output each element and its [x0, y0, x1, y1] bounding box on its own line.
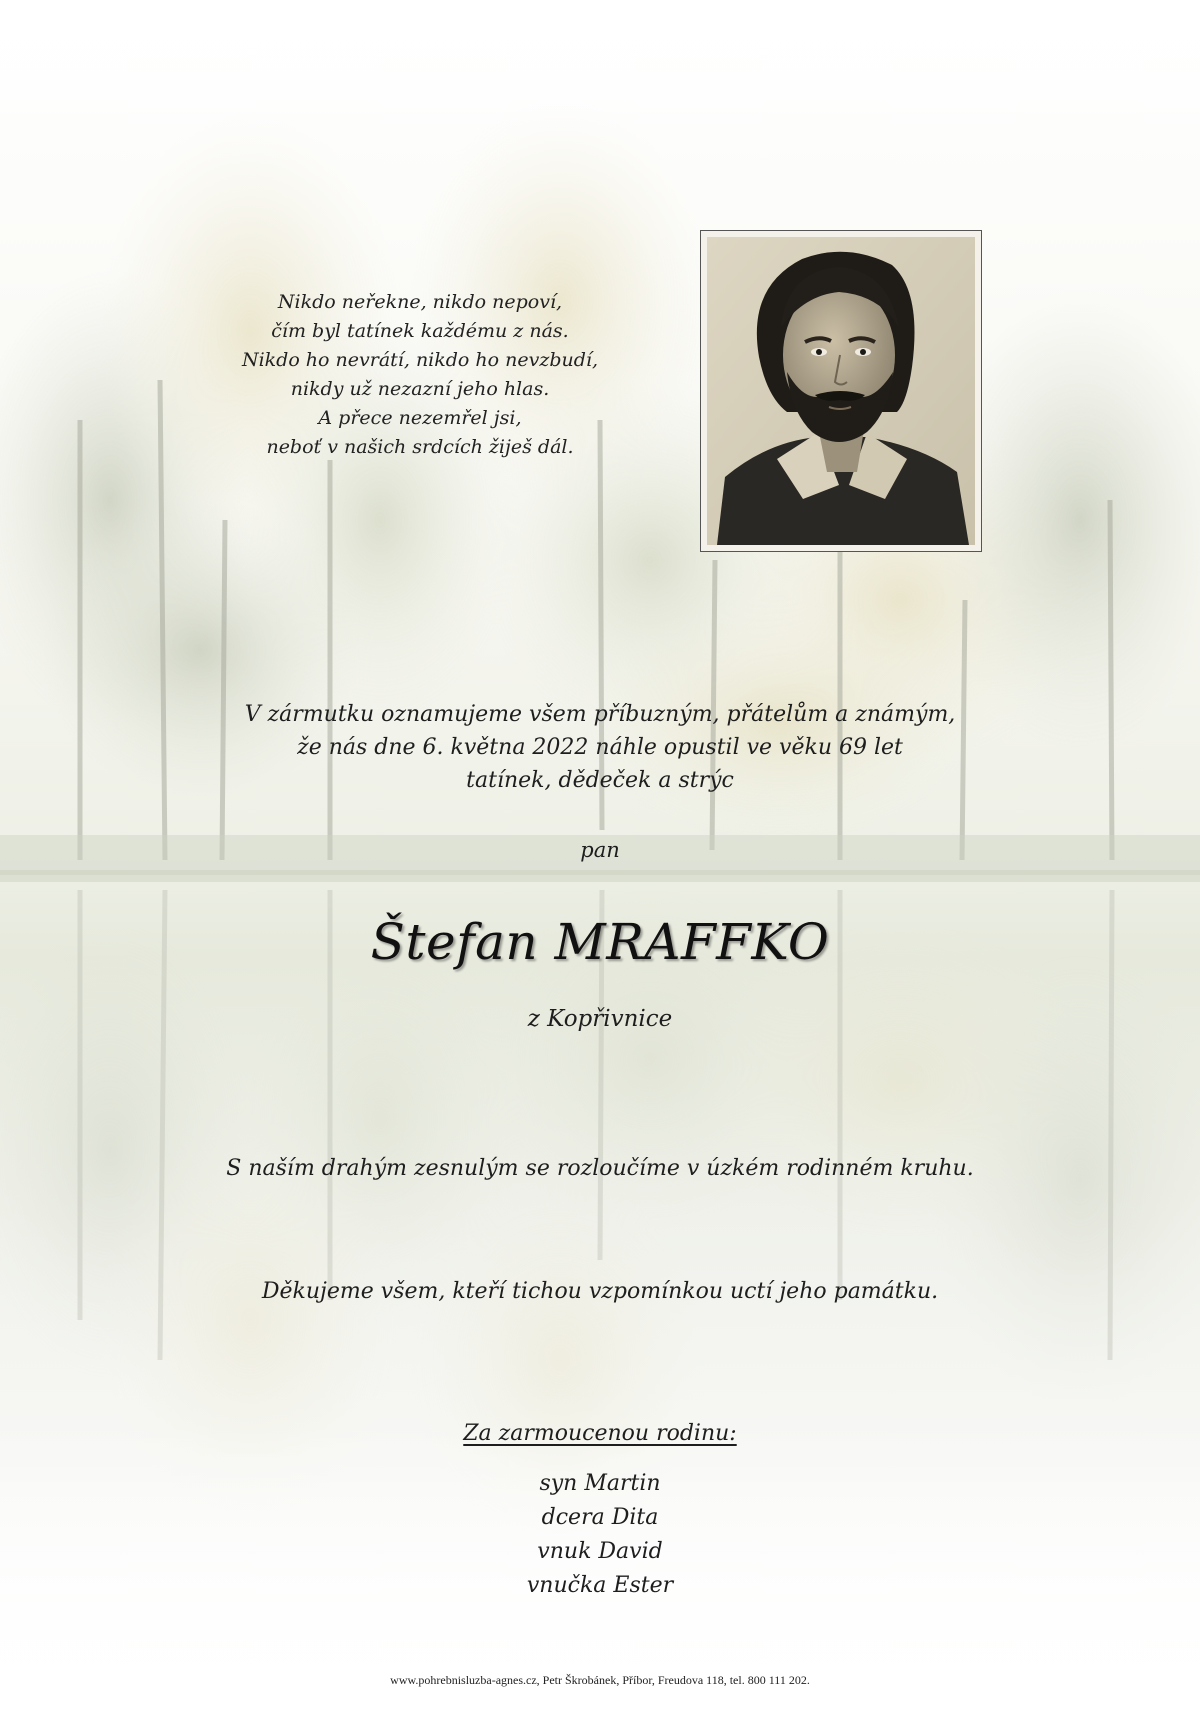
- funeral-service-footer: www.pohrebnisluzba-agnes.cz, Petr Škrobánek, Příbor, Freudova 118, tel. 800 111 202.: [390, 1673, 810, 1687]
- family-member: syn Martin: [539, 1471, 661, 1496]
- family-members-list: [430, 1467, 770, 1603]
- family-member: vnučka Ester: [526, 1573, 674, 1598]
- family-heading: Za zarmoucenou rodinu:: [463, 1421, 737, 1446]
- poem-line: neboť v našich srdcích žiješ dál.: [266, 436, 574, 458]
- poem-line: A přece nezemřel jsi,: [318, 407, 522, 429]
- announcement-line: tatínek, dědeček a strýc: [466, 768, 734, 793]
- poem-line: Nikdo neřekne, nikdo nepoví,: [277, 291, 563, 313]
- family-member: dcera Dita: [541, 1505, 659, 1530]
- honorific: pan: [580, 838, 620, 862]
- poem-line: Nikdo ho nevrátí, nikdo ho nevzbudí,: [241, 349, 599, 371]
- memorial-poem: [200, 288, 640, 462]
- farewell-notice: S naším drahým zesnulým se rozloučíme v úzkém rodinném kruhu.: [226, 1156, 974, 1181]
- announcement-line: V zármutku oznamujeme všem příbuzným, přátelům a známým,: [244, 702, 956, 727]
- announcement-line: že nás dne 6. května 2022 náhle opustil ve věku 69 let: [297, 735, 903, 760]
- death-announcement: [180, 698, 1020, 797]
- family-member: vnuk David: [537, 1539, 663, 1564]
- deceased-name: Štefan MRAFFKO: [370, 913, 830, 971]
- poem-line: čím byl tatínek každému z nás.: [271, 320, 569, 342]
- poem-line: nikdy už nezazní jeho hlas.: [290, 378, 550, 400]
- deceased-origin: z Kopřivnice: [527, 1006, 673, 1032]
- deceased-portrait-photo: [700, 230, 982, 552]
- thanks-notice: Děkujeme všem, kteří tichou vzpomínkou uctí jeho památku.: [261, 1279, 939, 1304]
